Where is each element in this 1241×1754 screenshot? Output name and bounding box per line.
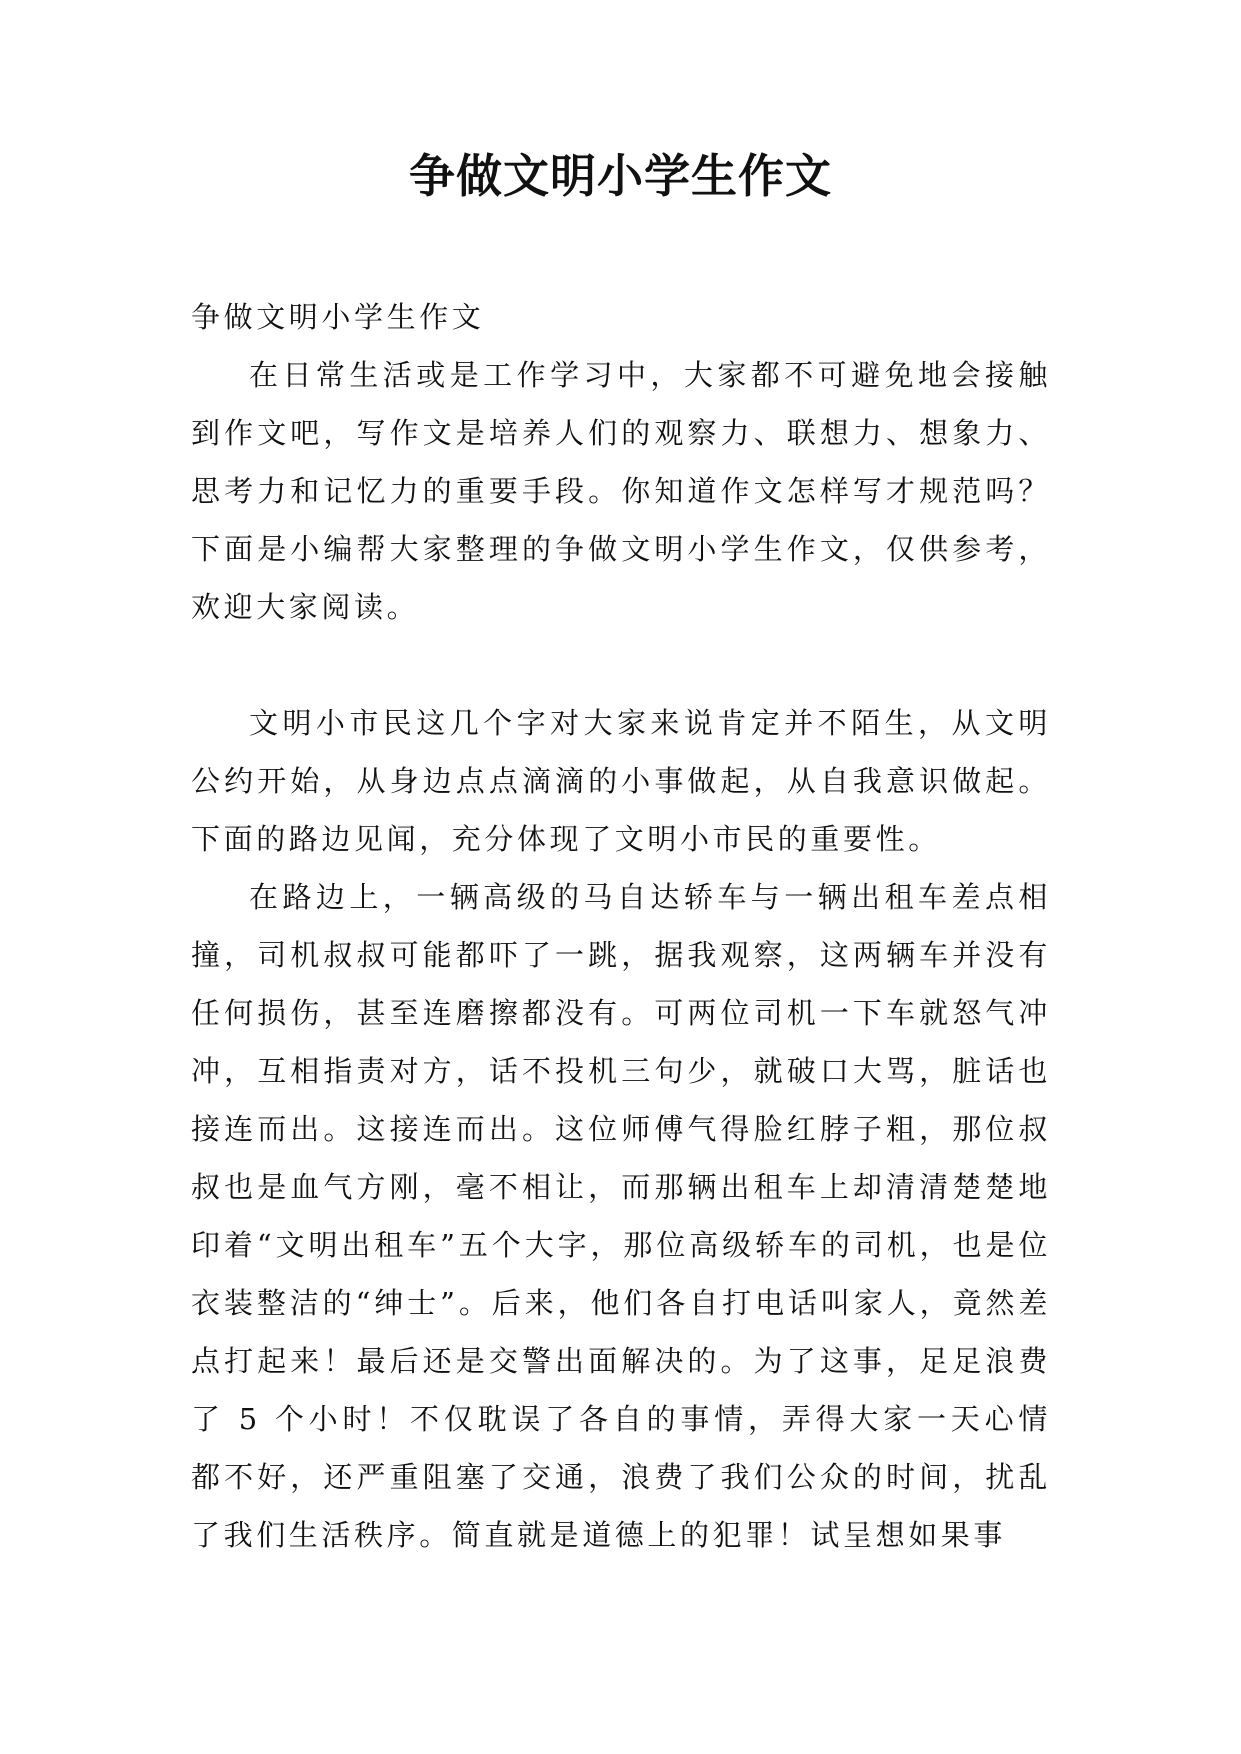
paragraph-civilized-citizen: 文明小市民这几个字对大家来说肯定并不陌生，从文明公约开始，从身边点点滴滴的小事做起，从自我意识做起。下面的路边见闻，充分体现了文明小市民的重要性。 (191, 706, 1051, 856)
paragraph-roadside-story: 在路边上，一辆高级的马自达轿车与一辆出租车差点相撞，司机叔叔可能都吓了一跳，据我观察，这两辆车并没有任何损伤，甚至连磨擦都没有。可两位司机一下车就怒气冲冲，互相指责对方，话不投机三句少，就破口大骂，脏话也接连而出。这接连而出。这位师傅气得脸红脖子粗，那位叔叔也是血气方刚，毫不相让，而那辆出租车上却清清楚楚地印着“文明出租车”五个大字，那位高级轿车的司机，也是位衣装整洁的“绅士”。后来，他们各自打电话叫家人，竟然差点打起来！最后还是交警出面解决的。为了这事，足足浪费了 5 个小时！不仅耽误了各自的事情，弄得大家一天心情都不好，还严重阻塞了交通，浪费了我们公众的时间，扰乱了我们生活秩序。简直就是道德上的犯罪！试呈想如果事 (191, 880, 1051, 1552)
document-body (191, 288, 1051, 1564)
essay-heading: 争做文明小学生作文 (191, 300, 485, 334)
paragraph-intro: 在日常生活或是工作学习中，大家都不可避免地会接触到作文吧，写作文是培养人们的观察力、联想力、想象力、思考力和记忆力的重要手段。你知道作文怎样写才规范吗？下面是小编帮大家整理的争做文明小学生作文，仅供参考，欢迎大家阅读。 (191, 358, 1051, 624)
page-title: 争做文明小学生作文 (409, 149, 832, 203)
